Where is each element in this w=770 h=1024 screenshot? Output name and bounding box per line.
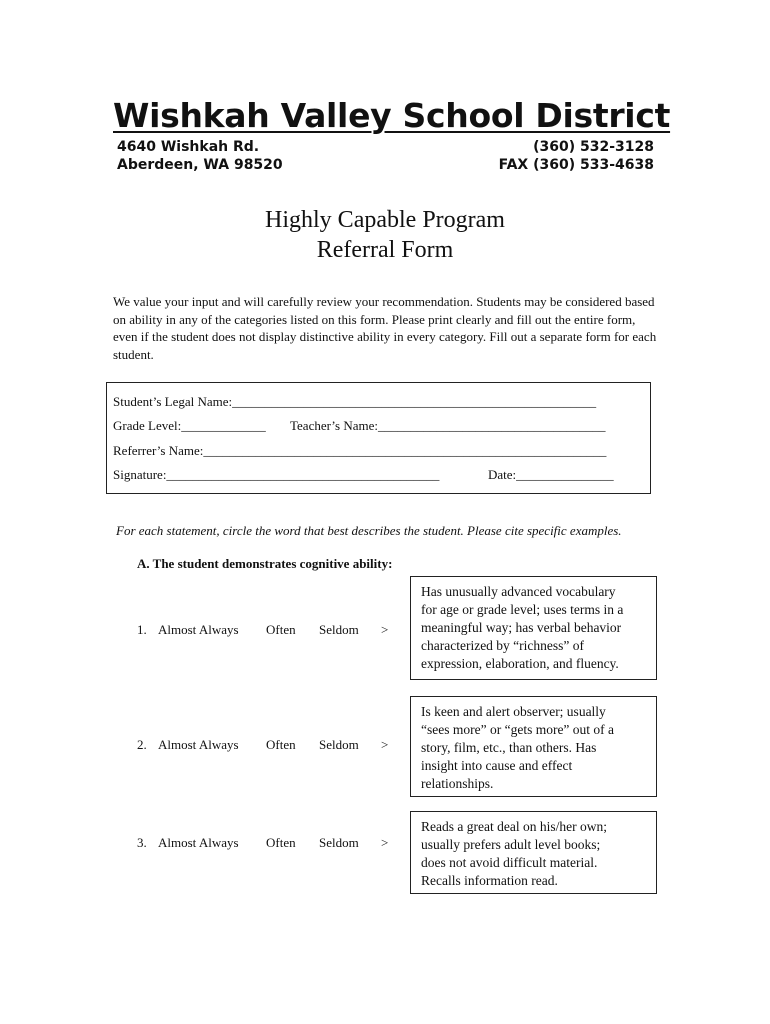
option-seldom[interactable]: Seldom [319, 622, 359, 637]
description-line: insight into cause and effect [421, 758, 573, 773]
description-line: Reads a great deal on his/her own; [421, 819, 607, 834]
form-title-line-2: Referral Form [316, 237, 454, 263]
item-number: 1. [137, 622, 147, 637]
description-box [410, 811, 657, 894]
district-title: Wishkah Valley School District [113, 96, 671, 135]
description-line: “sees more” or “gets more” out of a [421, 722, 615, 737]
description-box [410, 696, 657, 797]
student-info-box [106, 382, 651, 494]
address-line-2: Aberdeen, WA 98520 [117, 157, 283, 173]
student-name-field[interactable]: Student’s Legal Name:________________________________________________________ [113, 394, 597, 409]
referrer-name-field[interactable]: Referrer’s Name:______________________________________________________________ [113, 443, 607, 458]
arrow-indicator: > [381, 737, 389, 752]
description-line: story, film, etc., than others. Has [421, 740, 597, 755]
arrow-indicator: > [381, 622, 389, 637]
fax-number: FAX (360) 533-4638 [498, 157, 654, 173]
description-line: expression, elaboration, and fluency. [421, 656, 619, 671]
description-line: Recalls information read. [421, 873, 558, 888]
teacher-name-field[interactable]: Teacher’s Name:___________________________________ [290, 418, 606, 433]
option-seldom[interactable]: Seldom [319, 835, 359, 850]
description-line: relationships. [421, 776, 494, 791]
arrow-indicator: > [381, 835, 389, 850]
signature-field[interactable]: Signature:__________________________________________ [113, 467, 440, 482]
address-line-1: 4640 Wishkah Rd. [117, 139, 260, 155]
description-line: Is keen and alert observer; usually [421, 704, 606, 719]
option-often[interactable]: Often [266, 622, 296, 637]
option-often[interactable]: Often [266, 835, 296, 850]
option-almost-always[interactable]: Almost Always [158, 835, 239, 850]
description-line: does not avoid difficult material. [421, 855, 598, 870]
description-line: characterized by “richness” of [421, 638, 585, 653]
intro-paragraph: We value your input and will carefully review your recommendation. Students may be considered based on ability in any of the categories listed on this form. Please print clearly and fill out the entire form, even if the student does not display distinctive ability in every category. Fill out a separate form for each student. [113, 294, 657, 362]
grade-level-field[interactable]: Grade Level:_____________ [113, 418, 266, 433]
option-almost-always[interactable]: Almost Always [158, 622, 239, 637]
description-box [410, 576, 657, 680]
instruction-text: For each statement, circle the word that best describes the student. Please cite specific examples. [116, 523, 622, 538]
phone-number: (360) 532-3128 [533, 139, 654, 155]
form-title-line-1: Highly Capable Program [265, 207, 505, 233]
option-seldom[interactable]: Seldom [319, 737, 359, 752]
option-almost-always[interactable]: Almost Always [158, 737, 239, 752]
description-line: usually prefers adult level books; [421, 837, 601, 852]
option-often[interactable]: Often [266, 737, 296, 752]
section-a-heading: A. The student demonstrates cognitive ability: [137, 556, 393, 571]
description-line: Has unusually advanced vocabulary [421, 584, 616, 599]
description-line: meaningful way; has verbal behavior [421, 620, 622, 635]
date-field[interactable]: Date:_______________ [488, 467, 614, 482]
item-number: 3. [137, 835, 147, 850]
item-number: 2. [137, 737, 147, 752]
form-title [0, 205, 770, 265]
description-line: for age or grade level; uses terms in a [421, 602, 624, 617]
